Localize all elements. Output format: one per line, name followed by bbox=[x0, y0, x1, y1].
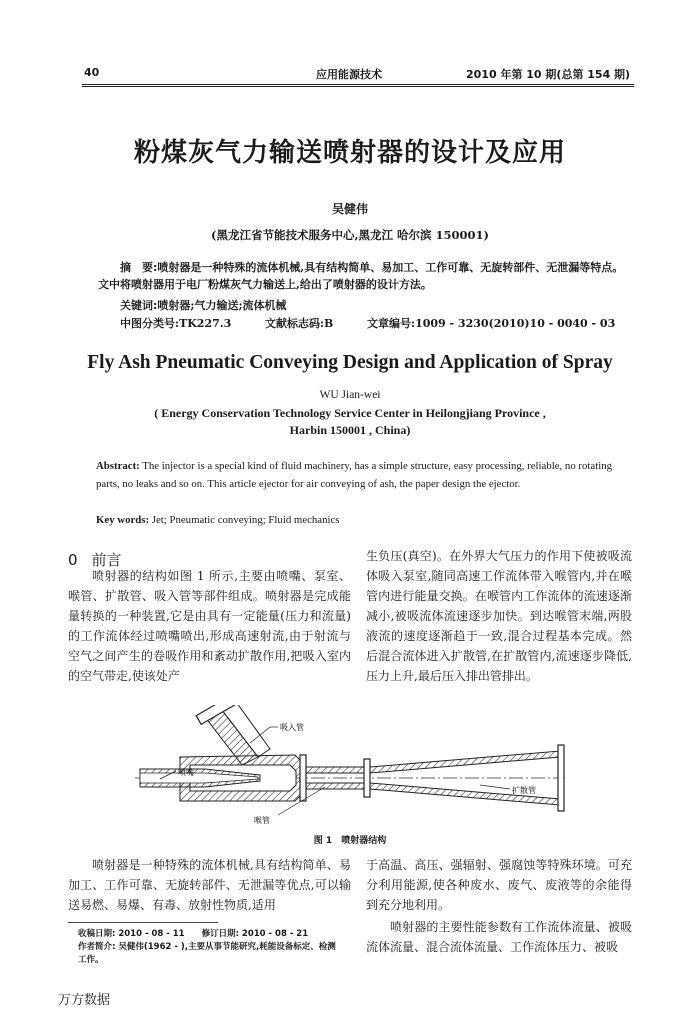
ejector-diagram bbox=[120, 705, 580, 825]
footnote-bio: 作者简介: 吴健伟(1962 - ),主要从事节能研究,耗能设备标定、检测工作。 bbox=[78, 942, 336, 965]
clc-value: TK227.3 bbox=[179, 317, 232, 330]
article-number-value: 1009 - 3230(2010)10 - 0040 - 03 bbox=[415, 317, 616, 330]
doc-code-value: B bbox=[324, 317, 334, 330]
author-cn: 吴健伟 bbox=[331, 202, 368, 216]
watermark: 万方数据 bbox=[58, 993, 111, 1008]
author-en: WU Jian-wei bbox=[319, 389, 381, 401]
journal-name: 应用能源技术 bbox=[316, 68, 382, 81]
keywords-cn bbox=[120, 297, 287, 313]
keywords-en bbox=[96, 514, 339, 526]
keywords-en-label: Key words: bbox=[96, 514, 150, 526]
classification-line bbox=[120, 315, 615, 331]
diffuser bbox=[370, 751, 560, 773]
header-rule bbox=[82, 84, 634, 85]
keywords-cn-text: 喷射器;气力输送;流体机械 bbox=[157, 299, 287, 312]
page-number: 40 bbox=[84, 66, 100, 79]
footnote-received: 收稿日期: 2010 - 08 - 11 修订日期: 2010 - 08 - 21 bbox=[78, 929, 309, 939]
keywords-cn-label: 关键词: bbox=[120, 299, 158, 312]
affiliation-en-line-1: ( Energy Conservation Technology Service Center in Heilongjiang Province , bbox=[154, 406, 546, 420]
abstract-en-label: Abstract: bbox=[96, 460, 140, 472]
section-title: 前言 bbox=[91, 551, 122, 569]
label-suction-pipe: 吸入管 bbox=[280, 723, 304, 732]
abstract-cn-text: 喷射器是一种特殊的流体机械,具有结构简单、易加工、工作可靠、无旋转部件、无泄漏等特点。文中将喷射器用于电厂粉煤灰气力输送上,给出了喷射器的设计方法。 bbox=[98, 261, 624, 291]
abstract-cn bbox=[98, 259, 630, 293]
outlet-flange bbox=[558, 745, 564, 811]
keywords-en-text: Jet; Pneumatic conveying; Fluid mechanics bbox=[149, 514, 340, 526]
paragraph-4: 于高温、高压、强辐射、强腐蚀等特殊环境。可充分利用能源,使各种废水、废气、废液等的余能得到充分地利用。 bbox=[366, 858, 632, 912]
flange bbox=[300, 755, 306, 801]
affiliation-en-line-2: Harbin 150001 , China) bbox=[289, 423, 411, 437]
header-rule-2 bbox=[82, 86, 634, 87]
article-number-label: 文章编号: bbox=[367, 317, 416, 330]
doc-code-label: 文献标志码: bbox=[264, 317, 325, 330]
abstract-en-text: The injector is a special kind of fluid machinery, has a simple structure, easy processing, reliable, no rotating parts, no leaks and so on. This article ejector for air conveying of ash, the paper design the ejector. bbox=[96, 460, 613, 490]
paragraph-3: 喷射器是一种特殊的流体机械,具有结构简单、易加工、工作可靠、无旋转部件、无泄漏等优点,可以输送易燃、易爆、有毒、放射性物质,适用 bbox=[68, 858, 351, 912]
footnote-rule bbox=[68, 922, 218, 923]
clc-label: 中图分类号: bbox=[120, 317, 180, 330]
label-nozzle: 喷嘴 bbox=[178, 768, 194, 777]
issue-info: 2010 年第 10 期(总第 154 期) bbox=[466, 68, 631, 81]
throat bbox=[305, 767, 365, 773]
paragraph-1: 喷射器的结构如图 1 所示,主要由喷嘴、泵室、喉管、扩散管、吸入管等部件组成。喷射器是完成能量转换的一种装置,它是由具有一定能量(压力和流量)的工作流体经过喷嘴喷出,形成高速射流,由于射流与空气之间产生的卷吸作用和紊动扩散作用,把吸入室内的空气带走,使该处产 bbox=[68, 569, 351, 683]
affiliation-cn: (黑龙江省节能技术服务中心,黑龙江 哈尔滨 150001) bbox=[211, 228, 489, 242]
abstract-en bbox=[96, 458, 626, 493]
paragraph-5: 喷射器的主要性能参数有工作流体流量、被吸流体流量、混合流体流量、工作流体压力、被吸 bbox=[366, 920, 632, 954]
abstract-cn-label: 摘 要: bbox=[120, 261, 158, 274]
title-en: Fly Ash Pneumatic Conveying Design and Application of Spray bbox=[87, 352, 613, 373]
figure-caption: 图 1 喷射器结构 bbox=[313, 836, 387, 846]
title-cn: 粉煤灰气力输送喷射器的设计及应用 bbox=[133, 138, 566, 168]
label-diffuser: 扩散管 bbox=[512, 786, 536, 795]
section-number: 0 bbox=[68, 551, 78, 569]
label-throat: 喉管 bbox=[254, 816, 270, 825]
paragraph-2: 生负压(真空)。在外界大气压力的作用下使被吸流体吸入泵室,随同高速工作流体带入喉管内,并在喉管内进行能量交换。在喉管内工作流体的流速逐渐减小,被吸流体流速逐步加快。到达喉管末端,两股液流的速度逐渐趋于一致,混合过程基本完成。然后混合流体进入扩散管,在扩散管内,流速逐步降低,压力上升,最后压入排出管排出。 bbox=[366, 549, 632, 683]
